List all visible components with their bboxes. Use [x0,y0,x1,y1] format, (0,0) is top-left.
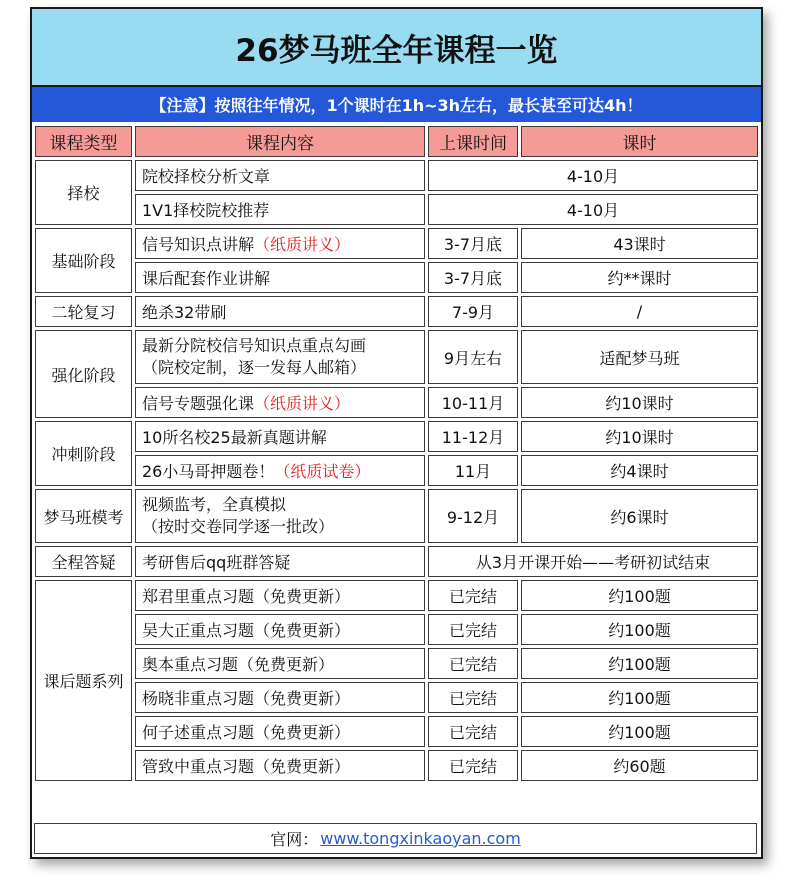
table-row [35,387,758,418]
table-row [35,455,758,486]
table-row [35,262,758,293]
time-cell: 已完结 [428,716,518,747]
content-cell [135,387,425,418]
table-row [35,160,758,191]
content-cell: 课后配套作业讲解 [135,262,425,293]
content-cell: 考研售后qq班群答疑 [135,546,425,577]
content-cell [135,228,425,259]
hours-cell: 约100题 [521,682,758,713]
content-text: 26小马哥押题卷！ [142,462,275,481]
time-cell: 4-10月 [428,160,758,191]
content-text: 信号知识点讲解 [142,235,255,254]
content-cell: 管致中重点习题（免费更新） [135,750,425,781]
table-row [35,648,758,679]
website-link[interactable]: www.tongxinkaoyan.com [320,829,521,848]
table-header-row [35,126,758,157]
content-text: 信号专题强化课 [142,394,255,413]
group-cell: 梦马班模考 [35,489,132,543]
group-cell: 冲刺阶段 [35,421,132,486]
time-cell: 3-7月底 [428,262,518,293]
group-cell: 基础阶段 [35,228,132,293]
hours-cell: 约4课时 [521,455,758,486]
time-cell: 11-12月 [428,421,518,452]
content-line-1: 最新分院校信号知识点重点勾画 [142,336,367,355]
header-class-time: 上课时间 [428,126,518,157]
notice-banner: 【注意】按照往年情况，1个课时在1h~3h左右，最长甚至可达4h！ [32,87,761,122]
content-cell: 奥本重点习题（免费更新） [135,648,425,679]
table-row [35,421,758,452]
print-note: （纸质讲义） [254,235,351,254]
content-cell [135,489,425,543]
content-cell [135,330,425,384]
group-cell: 全程答疑 [35,546,132,577]
group-cell: 强化阶段 [35,330,132,418]
time-cell: 已完结 [428,648,518,679]
print-note: （纸质试卷） [274,462,371,481]
table-row [35,228,758,259]
time-cell: 从3月开课开始——考研初试结束 [428,546,758,577]
table-row [35,682,758,713]
hours-cell: 约100题 [521,716,758,747]
time-cell: 3-7月底 [428,228,518,259]
hours-cell: / [521,296,758,327]
group-cell: 二轮复习 [35,296,132,327]
footer-label: 官网： [270,830,319,849]
hours-cell: 43课时 [521,228,758,259]
content-line-1: 视频监考，全真模拟 [142,495,287,514]
content-cell: 1V1择校院校推荐 [135,194,425,225]
time-cell: 已完结 [428,580,518,611]
hours-cell: 约10课时 [521,387,758,418]
table-row [35,194,758,225]
course-table [32,123,761,784]
hours-cell: 适配梦马班 [521,330,758,384]
hours-cell: 约60题 [521,750,758,781]
hours-cell: 约10课时 [521,421,758,452]
content-cell: 杨晓非重点习题（免费更新） [135,682,425,713]
table-row [35,716,758,747]
table-row [35,296,758,327]
content-line-2: （院校定制，逐一发每人邮箱） [142,358,367,377]
content-cell: 吴大正重点习题（免费更新） [135,614,425,645]
header-class-hours: 课时 [521,126,758,157]
time-cell: 11月 [428,455,518,486]
content-cell: 院校择校分析文章 [135,160,425,191]
time-cell: 7-9月 [428,296,518,327]
footer [34,823,757,854]
table-row [35,330,758,384]
hours-cell: 约100题 [521,648,758,679]
table-row [35,580,758,611]
time-cell: 已完结 [428,614,518,645]
time-cell: 已完结 [428,682,518,713]
page-title: 26梦马班全年课程一览 [32,9,761,87]
time-cell: 9-12月 [428,489,518,543]
hours-cell: 约**课时 [521,262,758,293]
table-row [35,614,758,645]
table-row [35,546,758,577]
time-cell: 10-11月 [428,387,518,418]
time-cell: 4-10月 [428,194,758,225]
content-line-2: （按时交卷同学逐一批改） [142,517,335,536]
hours-cell: 约6课时 [521,489,758,543]
table-row [35,750,758,781]
content-cell: 郑君里重点习题（免费更新） [135,580,425,611]
time-cell: 9月左右 [428,330,518,384]
hours-cell: 约100题 [521,580,758,611]
time-cell: 已完结 [428,750,518,781]
print-note: （纸质讲义） [254,394,351,413]
hours-cell: 约100题 [521,614,758,645]
group-cell: 课后题系列 [35,580,132,781]
content-cell: 10所名校25最新真题讲解 [135,421,425,452]
header-course-type: 课程类型 [35,126,132,157]
content-cell: 绝杀32带刷 [135,296,425,327]
content-cell [135,455,425,486]
header-course-content: 课程内容 [135,126,425,157]
group-cell: 择校 [35,160,132,225]
table-row [35,489,758,543]
content-cell: 何子述重点习题（免费更新） [135,716,425,747]
course-overview-sheet [30,7,763,859]
